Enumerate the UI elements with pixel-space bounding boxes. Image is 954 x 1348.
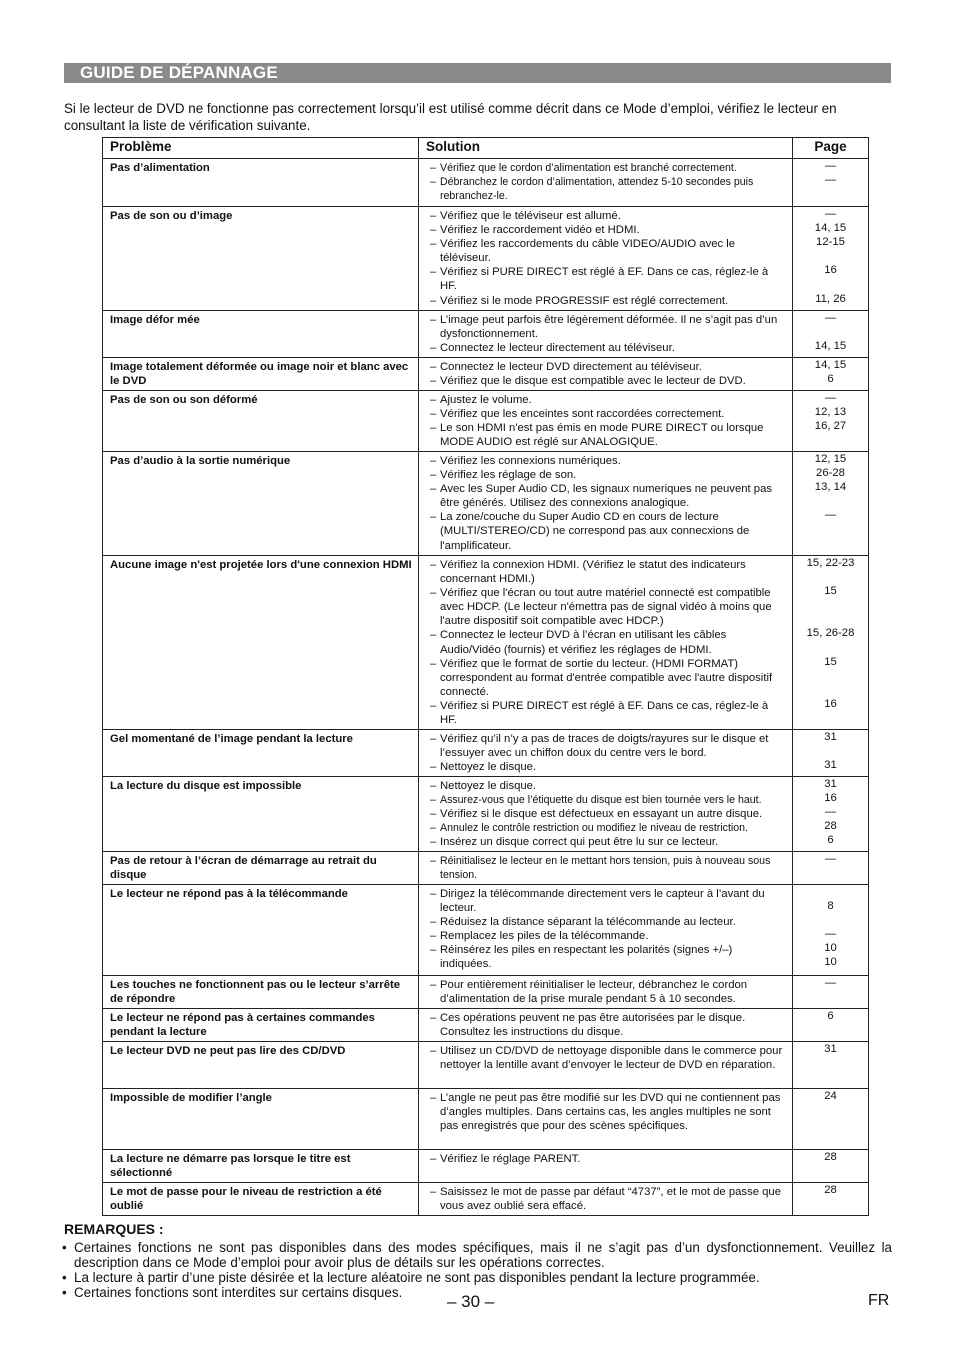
solution-item — [430, 732, 786, 760]
table-row — [103, 976, 869, 1009]
dash-marker: – — [430, 1012, 437, 1024]
solution-item — [430, 265, 786, 293]
page-cell — [793, 556, 869, 730]
table-row — [103, 358, 869, 391]
page-ref: 6 — [827, 373, 834, 386]
page-ref — [793, 598, 868, 612]
dash-marker: – — [430, 1092, 437, 1104]
table-row — [103, 556, 869, 730]
page-ref: 11, 26 — [815, 292, 846, 305]
page-cell — [793, 1009, 869, 1042]
solution-item — [430, 779, 786, 793]
dash-marker: – — [430, 511, 437, 524]
solution-item — [430, 807, 786, 821]
troubleshooting-table — [102, 137, 869, 1216]
solution-cell — [419, 1009, 793, 1042]
page-cell — [793, 852, 869, 885]
solution-text: Vérifiez que l'écran ou tout autre matériel connecté est compatible avec HDCP. (Le lecteur n'émettra pas de signal vidéo à moins que l'autre dispositif soit compatible avec HDCP.) — [440, 587, 772, 628]
page-ref: 12-15 — [816, 236, 845, 249]
solution-text: La zone/couche du Super Audio CD en cours de lecture (MULTI/STEREO/CD) ne correspond pas aux connecxions de l'amplificateur. — [440, 511, 750, 552]
solution-text: Le son HDMI n'est pas émis en mode PURE DIRECT ou lorsque MODE AUDIO est réglé sur ANALOGIQUE. — [440, 422, 764, 449]
page-cell — [793, 207, 869, 311]
page-ref: 8 — [827, 900, 834, 913]
page-ref: — — [824, 312, 837, 324]
header-solution: Solution — [419, 138, 793, 159]
solution-item — [430, 929, 786, 943]
solution-item — [430, 699, 786, 727]
solution-cell — [419, 452, 793, 556]
page-ref: 31 — [824, 731, 837, 743]
dash-marker: – — [430, 822, 436, 835]
page-ref: 15 — [824, 655, 837, 668]
solution-text: Nettoyez le disque. — [440, 780, 537, 792]
page-ref: 14, 15 — [814, 222, 847, 235]
solution-item — [430, 1011, 786, 1039]
solution-item — [430, 628, 786, 656]
dash-marker: – — [430, 469, 437, 482]
solution-cell — [419, 311, 793, 358]
solution-cell — [419, 730, 793, 777]
solution-cell — [419, 1150, 793, 1183]
remark-text: La lecture à partir d’une piste désirée et la lecture aléatoire ne sont pas disponibles pendant la lecture programmée. — [74, 1270, 760, 1285]
dash-marker: – — [430, 294, 437, 307]
solution-text: Ces opérations peuvent ne pas être autorisées par le disque. Consultez les instructions du disque. — [440, 1012, 746, 1039]
dash-marker: – — [430, 314, 437, 326]
page-ref: — — [824, 392, 837, 404]
page-ref: 16 — [824, 697, 837, 710]
solution-item — [430, 294, 786, 308]
dash-marker: – — [430, 559, 437, 571]
remark-text: Certaines fonctions sont interdites sur certains disques. — [74, 1285, 403, 1300]
problem-cell: Image défor mée — [103, 311, 419, 358]
dash-marker: – — [430, 422, 437, 435]
problem-cell: Image totalement déformée ou image noir et blanc avec le DVD — [103, 358, 419, 391]
dash-marker: – — [430, 375, 437, 388]
page-ref: 10 — [824, 942, 837, 955]
solution-item — [430, 915, 786, 929]
remarks-title: REMARQUES : — [64, 1221, 164, 1237]
solution-item — [430, 760, 786, 774]
page-cell — [793, 452, 869, 556]
page-ref — [793, 494, 868, 508]
page-ref: 31 — [824, 778, 837, 790]
page-ref: 14, 15 — [814, 340, 847, 353]
page-ref: — — [824, 853, 837, 865]
solution-text: Débranchez le cordon d’alimentation, attendez 5-10 secondes puis rebranchez-le. — [440, 176, 754, 203]
page-ref: — — [824, 806, 837, 819]
dash-marker: – — [430, 266, 437, 279]
table-row — [103, 311, 869, 358]
table-header-row — [103, 138, 869, 159]
page-number: – 30 – — [447, 1292, 495, 1311]
dash-marker: – — [430, 733, 437, 745]
page-ref: 12, 13 — [814, 406, 847, 419]
page-cell — [793, 976, 869, 1009]
problem-cell: La lecture ne démarre pas lorsque le titre est sélectionné — [103, 1150, 419, 1183]
intro-text: Si le lecteur de DVD ne fonctionne pas correctement lorsqu’il est utilisé comme décrit dans ce Mode d’emploi, vérifiez le lecteur en consultant la liste de vérification suivante. — [64, 101, 837, 133]
table-row — [103, 1150, 869, 1183]
dash-marker: – — [430, 162, 436, 174]
solution-text: Vérifiez les connexions numériques. — [440, 455, 621, 467]
solution-item — [430, 393, 786, 407]
dash-marker: – — [430, 808, 437, 821]
solution-text: Ajustez le volume. — [440, 394, 532, 406]
solution-item — [430, 1044, 786, 1072]
solution-text: L’image peut parfois être légèrement déformée. Il ne s’agit pas d’un dysfonctionnement. — [440, 314, 778, 341]
dash-marker: – — [430, 916, 437, 929]
solution-text: Saisissez le mot de passe par défaut “4737”, et le mot de passe que vous avez oublié sera effacé. — [440, 1186, 781, 1213]
solution-text: Nettoyez le disque. — [440, 761, 537, 774]
dash-marker: – — [430, 394, 437, 406]
solution-cell — [419, 1042, 793, 1089]
dash-marker: – — [430, 657, 437, 670]
problem-cell: Gel momentané de l’image pendant la lecture — [103, 730, 419, 777]
table-row — [103, 730, 869, 777]
solution-cell — [419, 358, 793, 391]
table-row — [103, 1089, 869, 1150]
solution-text: Avec les Super Audio CD, les signaux numeriques ne peuvent pas être générés. Utilisez des connexions analogique. — [440, 483, 772, 510]
dash-marker: – — [430, 238, 437, 251]
solution-item — [430, 586, 786, 628]
solution-text: Vérifiez si PURE DIRECT est réglé à EF. Dans ce cas, réglez-le à HF. — [440, 699, 769, 727]
solution-item — [430, 360, 786, 374]
solution-item — [430, 657, 786, 699]
solution-text: Connectez le lecteur DVD à l’écran en utilisant les câbles Audio/Vidéo (fournis) et vérifiez les réglages de HDMI. — [440, 629, 727, 656]
solution-item — [430, 1152, 786, 1166]
problem-cell: Pas d’alimentation — [103, 159, 419, 207]
page-ref: 15, 26-28 — [806, 627, 855, 640]
remark-item — [62, 1270, 892, 1285]
solution-text: Vérifiez les réglage de son. — [440, 469, 577, 482]
table-row — [103, 852, 869, 885]
dash-marker: – — [430, 930, 437, 943]
solution-text: Utilisez un CD/DVD de nettoyage disponible dans le commerce pour nettoyer la lentille avant d’envoyer le lecteur de DVD en réparation. — [440, 1045, 783, 1072]
solution-text: Vérifiez si le disque est défectueux en essayant un autre disque. — [440, 808, 763, 821]
problem-cell: La lecture du disque est impossible — [103, 777, 419, 852]
table-row — [103, 207, 869, 311]
solution-text: Vérifiez que le téléviseur est allumé. — [440, 210, 621, 222]
page-ref: — — [824, 208, 837, 220]
solution-item — [430, 421, 786, 449]
page-cell — [793, 1089, 869, 1150]
section-title: GUIDE DE DÉPANNAGE — [80, 63, 278, 82]
page-ref: 28 — [824, 820, 837, 833]
header-page: Page — [793, 138, 869, 159]
problem-cell: Les touches ne fonctionnent pas ou le lecteur s’arrête de répondre — [103, 976, 419, 1009]
language-code: FR — [868, 1292, 890, 1309]
dash-marker: – — [430, 944, 437, 957]
page-ref: 28 — [824, 1184, 837, 1196]
page-ref: 15, 22-23 — [806, 557, 855, 569]
dash-marker: – — [430, 1186, 437, 1198]
solution-item — [430, 468, 786, 482]
page-ref: — — [824, 509, 837, 522]
solution-cell — [419, 976, 793, 1009]
solution-text: Vérifiez que le format de sortie du lecteur. (HDMI FORMAT) correspondent au format d'entrée compatible avec l'autre dispositif connecté. — [440, 657, 773, 698]
dash-marker: – — [430, 210, 437, 222]
solution-text: Vérifiez la connexion HDMI. (Vérifiez le statut des indicateurs concernant HDMI.) — [440, 559, 746, 586]
solution-item — [430, 374, 786, 388]
page-ref: 13, 14 — [814, 481, 847, 494]
dash-marker: – — [430, 342, 437, 355]
page-cell — [793, 159, 869, 207]
problem-cell: Pas de son ou d’image — [103, 207, 419, 311]
solution-item — [430, 407, 786, 421]
solution-item — [430, 482, 786, 510]
solution-text: Réinitialisez le lecteur en le mettant hors tension, puis à nouveau sous tension. — [440, 855, 771, 882]
page-ref: — — [824, 928, 837, 941]
dash-marker: – — [430, 1045, 437, 1057]
dash-marker: – — [430, 794, 436, 807]
bullet-icon: • — [62, 1240, 67, 1255]
solution-cell — [419, 1183, 793, 1216]
page-ref: 31 — [824, 1043, 837, 1055]
table-body — [103, 159, 869, 1216]
solution-item — [430, 510, 786, 552]
solution-text: Vérifiez le raccordement vidéo et HDMI. — [440, 224, 640, 237]
solution-item — [430, 943, 786, 971]
solution-item — [430, 454, 786, 468]
problem-cell: Le lecteur ne répond pas à la télécommande — [103, 885, 419, 976]
page-cell — [793, 1042, 869, 1089]
dash-marker: – — [430, 888, 437, 900]
problem-cell: Aucune image n'est projetée lors d'une connexion HDMI — [103, 556, 419, 730]
dash-marker: – — [430, 629, 437, 642]
solution-text: Réinsérez les piles en respectant les polarités (signes +/–) indiquées. — [440, 944, 733, 971]
table-row — [103, 159, 869, 207]
solution-text: Vérifiez qu’il n’y a pas de traces de doigts/rayures sur le disque et l’essuyer avec un chiffon doux du centre vers le bord. — [440, 733, 769, 760]
page-ref — [793, 641, 868, 655]
page-ref: — — [824, 977, 837, 989]
page-ref: 10 — [824, 956, 837, 969]
page-ref: 24 — [824, 1090, 837, 1102]
table-row — [103, 452, 869, 556]
dash-marker: – — [430, 176, 436, 189]
remarks-list — [62, 1240, 892, 1300]
problem-cell: Pas d’audio à la sortie numérique — [103, 452, 419, 556]
solution-cell — [419, 391, 793, 452]
page-ref — [793, 277, 868, 291]
solution-cell — [419, 885, 793, 976]
page-ref: 16 — [824, 264, 837, 277]
solution-cell — [419, 777, 793, 852]
solution-text: Vérifiez le réglage PARENT. — [440, 1153, 581, 1165]
table-row — [103, 885, 869, 976]
page-ref: 15 — [824, 585, 837, 598]
page-ref — [793, 570, 868, 584]
page-ref: 26-28 — [816, 467, 845, 480]
solution-item — [430, 835, 786, 849]
dash-marker: – — [430, 836, 437, 849]
solution-text: Vérifiez que le cordon d’alimentation est branché correctement. — [440, 162, 737, 174]
solution-item — [430, 223, 786, 237]
solution-text: Connectez le lecteur DVD directement au téléviseur. — [440, 361, 702, 373]
solution-item — [430, 887, 786, 915]
solution-cell — [419, 207, 793, 311]
page-ref: 28 — [824, 1151, 837, 1163]
solution-text: Dirigez la télécommande directement vers le capteur à l’avant du lecteur. — [440, 888, 765, 915]
solution-item — [430, 978, 786, 1006]
page-ref: — — [824, 160, 837, 172]
solution-item — [430, 1091, 786, 1133]
page-cell — [793, 1183, 869, 1216]
solution-text: Pour entièrement réinitialiser le lecteur, débranchez le cordon d’alimentation de la prise murale pendant 5 à 10 secondes. — [440, 979, 748, 1006]
solution-item — [430, 1185, 786, 1213]
problem-cell: Pas de son ou son déformé — [103, 391, 419, 452]
page-ref — [793, 612, 868, 626]
solution-text: Vérifiez si PURE DIRECT est réglé à EF. Dans ce cas, réglez-le à HF. — [440, 266, 769, 293]
bullet-icon: • — [62, 1285, 67, 1300]
bullet-icon: • — [62, 1270, 67, 1285]
page-ref — [793, 744, 868, 758]
page-cell — [793, 358, 869, 391]
dash-marker: – — [430, 408, 437, 421]
dash-marker: – — [430, 979, 437, 991]
page-ref — [793, 885, 868, 899]
solution-item — [430, 161, 786, 175]
solution-text: Réduisez la distance séparant la télécommande au lecteur. — [440, 916, 736, 929]
page-ref — [793, 325, 868, 339]
solution-text: Assurez-vous que l’étiquette du disque est bien tournée vers le haut. — [440, 794, 762, 807]
dash-marker: – — [430, 224, 437, 237]
solution-item — [430, 175, 786, 203]
dash-marker: – — [430, 1153, 437, 1165]
solution-item — [430, 793, 786, 807]
solution-item — [430, 854, 786, 882]
page-cell — [793, 311, 869, 358]
table-row — [103, 1042, 869, 1089]
table-row — [103, 1009, 869, 1042]
page-ref: 6 — [827, 1010, 834, 1022]
page-ref: 14, 15 — [814, 359, 847, 371]
page-ref: 6 — [827, 834, 834, 847]
problem-cell: Pas de retour à l’écran de démarrage au retrait du disque — [103, 852, 419, 885]
page-ref: 12, 15 — [814, 453, 847, 465]
problem-cell: Impossible de modifier l’angle — [103, 1089, 419, 1150]
page-cell — [793, 391, 869, 452]
page-ref — [793, 913, 868, 927]
table-row — [103, 777, 869, 852]
remark-item — [62, 1240, 892, 1270]
remark-text: Certaines fonctions ne sont pas disponibles dans des modes spécifiques, mais il ne s’agit pas d’un dysfonctionnement. Veuillez la description dans ce Mode d’emploi pour avoir plus de détails sur les opérations correctes. — [74, 1240, 892, 1270]
table-row — [103, 391, 869, 452]
page-ref: 16, 27 — [814, 420, 847, 433]
dash-marker: – — [430, 761, 437, 774]
page-ref: 31 — [824, 759, 837, 772]
solution-item — [430, 209, 786, 223]
solution-cell — [419, 852, 793, 885]
solution-item — [430, 313, 786, 341]
dash-marker: – — [430, 699, 437, 712]
dash-marker: – — [430, 455, 437, 467]
page-ref: — — [824, 174, 837, 187]
problem-cell: Le lecteur ne répond pas à certaines commandes pendant la lecture — [103, 1009, 419, 1042]
solution-cell — [419, 159, 793, 207]
solution-item — [430, 237, 786, 265]
solution-item — [430, 341, 786, 355]
solution-item — [430, 558, 786, 586]
dash-marker: – — [430, 361, 437, 373]
page-ref — [793, 669, 868, 683]
solution-text: Connectez le lecteur directement au téléviseur. — [440, 342, 675, 355]
page-cell — [793, 777, 869, 852]
solution-text: L’angle ne peut pas être modifié sur les DVD qui ne contiennent pas d’angles multiples. Dans certains cas, les angles multiples ne sont pas enregistrés que pour des scènes spécifiques. — [440, 1092, 781, 1133]
solution-text: Remplacez les piles de la télécommande. — [440, 930, 649, 943]
solution-text: Vérifiez que le disque est compatible avec le lecteur de DVD. — [440, 375, 746, 388]
page-ref — [793, 683, 868, 697]
solution-cell — [419, 556, 793, 730]
problem-cell: Le lecteur DVD ne peut pas lire des CD/DVD — [103, 1042, 419, 1089]
page-cell — [793, 730, 869, 777]
dash-marker: – — [430, 483, 437, 496]
section-title-bar — [64, 63, 891, 83]
dash-marker: – — [430, 587, 437, 600]
dash-marker: – — [430, 780, 437, 792]
solution-text: Vérifiez que les enceintes sont raccordées correctement. — [440, 408, 725, 421]
page-ref: 16 — [824, 792, 837, 805]
page-cell — [793, 885, 869, 976]
header-problem: Problème — [103, 138, 419, 159]
page-cell — [793, 1150, 869, 1183]
solution-text: Annulez le contrôle restriction ou modifiez le niveau de restriction. — [440, 822, 748, 835]
solution-text: Insérez un disque correct qui peut être lu sur ce lecteur. — [440, 836, 719, 849]
problem-cell: Le mot de passe pour le niveau de restriction a été oublié — [103, 1183, 419, 1216]
solution-item — [430, 821, 786, 835]
solution-text: Vérifiez si le mode PROGRESSIF est réglé correctement. — [440, 294, 729, 307]
dash-marker: – — [430, 855, 436, 867]
solution-cell — [419, 1089, 793, 1150]
page-ref — [793, 249, 868, 263]
solution-text: Vérifiez les raccordements du câble VIDEO/AUDIO avec le téléviseur. — [440, 238, 736, 265]
table-row — [103, 1183, 869, 1216]
